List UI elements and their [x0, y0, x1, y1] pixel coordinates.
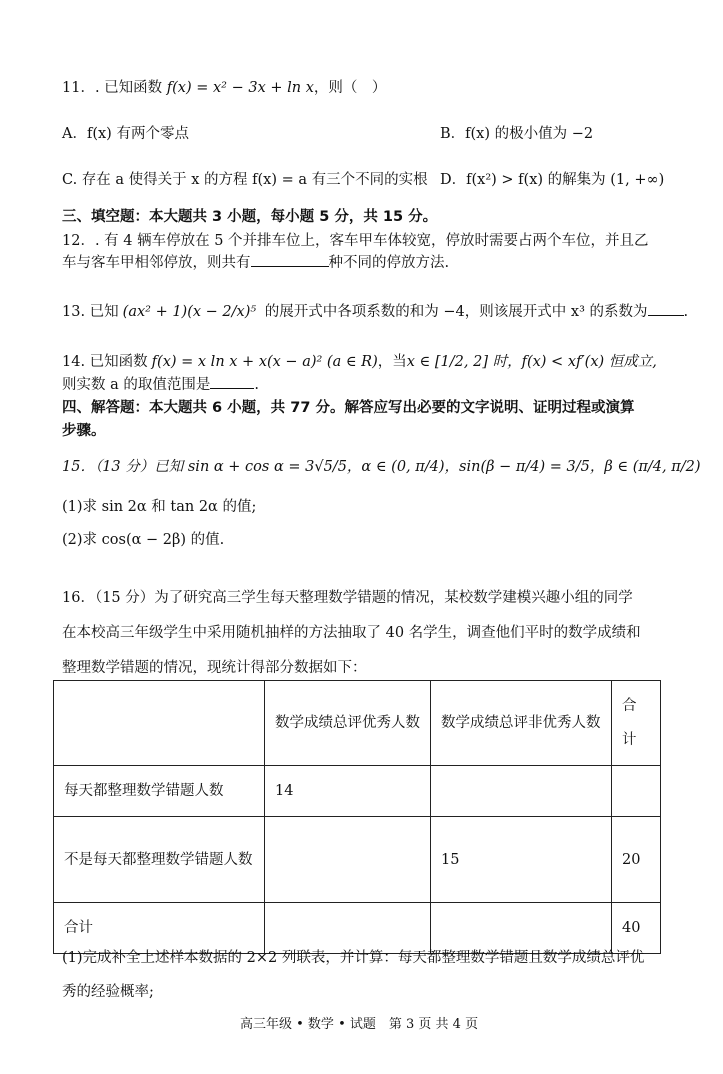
q12-line-2-before: 车与客车甲相邻停放，则共有 [62, 255, 251, 271]
q13-answer-blank [648, 301, 684, 316]
q11-function: f(x) = x² − 3x + ln x [166, 80, 314, 96]
q13 [62, 300, 688, 321]
section-3-heading: 三、填空题：本大题共 3 小题，每小题 5 分，共 15 分。 [62, 209, 438, 225]
q14-answer-blank [210, 374, 254, 389]
q14-interval: x ∈ [1/2, 2] [406, 354, 488, 370]
q11-stem-suffix: ，则（ ） [313, 80, 387, 96]
q11-option-a: A．f(x) 有两个零点 [62, 126, 189, 142]
q14-function: f(x) = x ln x + x(x − a)² (a ∈ R) [151, 354, 378, 370]
table-header-cell: 合计 [612, 681, 661, 766]
q14-line-2-before: 则实数 a 的取值范围是 [62, 377, 211, 393]
q16-part-1-line-1: (1)完成补全上述样本数据的 2×2 列联表，并计算：每天都整理数学错题且数学成绩总评优 [62, 950, 645, 966]
page-footer: 高三年级 • 数学 • 试题 第 3 页 共 4 页 [240, 1017, 479, 1032]
q12-line-2-after: 种不同的停放方法. [328, 255, 450, 271]
table-cell [612, 766, 661, 817]
q14-line-2 [62, 373, 259, 394]
table-cell [265, 817, 431, 903]
table-header-cell: 数学成绩总评非优秀人数 [431, 681, 612, 766]
q11-option-d: D．f(x²) > f(x) 的解集为 (1, +∞) [440, 172, 665, 188]
q15-part-2: (2)求 cos(α − 2β) 的值. [62, 532, 225, 548]
q16-line-3: 整理数学错题的情况，现统计得部分数据如下： [62, 660, 367, 676]
table-cell: 不是每天都整理数学错题人数 [54, 817, 265, 903]
q14-line-2-after: . [254, 377, 259, 393]
table-cell [431, 766, 612, 817]
q13-end: . [683, 304, 689, 320]
table-row [54, 766, 661, 817]
table-cell: 每天都整理数学错题人数 [54, 766, 265, 817]
q14-condition: 时，f(x) < xf′(x) 恒成立, [487, 354, 657, 370]
q16-part-1-line-2: 秀的经验概率; [62, 984, 154, 1000]
q15-part-1: (1)求 sin 2α 和 tan 2α 的值; [62, 499, 257, 515]
table-cell: 合计 [54, 903, 265, 954]
q13-expression: (ax² + 1)(x − 2/x)⁵ [122, 304, 257, 320]
table-row [54, 817, 661, 903]
q14-line-1 [62, 350, 657, 371]
q14-prefix: 14. 已知函数 [62, 354, 148, 370]
contingency-table [53, 680, 661, 954]
table-cell: 20 [612, 817, 661, 903]
q12-line-1: 12．. 有 4 辆车停放在 5 个并排车位上，客车甲车体较宽，停放时需要占两个车位，并且乙 [62, 233, 649, 249]
table-cell: 15 [431, 817, 612, 903]
q16-line-2: 在本校高三年级学生中采用随机抽样的方法抽取了 40 名学生，调查他们平时的数学成绩和 [62, 625, 641, 641]
q14-when: ，当 [377, 354, 407, 370]
q11-option-c: C. 存在 a 使得关于 x 的方程 f(x) = a 有三个不同的实根 [62, 172, 428, 188]
section-4-heading-line-1: 四、解答题：本大题共 6 小题，共 77 分。解答应写出必要的文字说明、证明过程或演算 [62, 400, 635, 416]
table-header-cell [54, 681, 265, 766]
q12-answer-blank [251, 252, 329, 267]
q11-stem [62, 76, 386, 97]
table-cell: 14 [265, 766, 431, 817]
q11-option-b: B．f(x) 的极小值为 −2 [440, 126, 594, 142]
section-4-heading-line-2: 步骤。 [62, 423, 106, 439]
table-header-cell: 数学成绩总评优秀人数 [265, 681, 431, 766]
q16-line-1: 16．（15 分）为了研究高三学生每天整理数学错题的情况，某校数学建模兴趣小组的同学 [62, 590, 633, 606]
q13-middle: 的展开式中各项系数的和为 −4，则该展开式中 x³ 的系数为 [260, 304, 648, 320]
table-header-row [54, 681, 661, 766]
table-cell: 40 [612, 903, 661, 954]
q13-prefix: 13. 已知 [62, 304, 119, 320]
q11-stem-prefix: 11．. 已知函数 [62, 80, 167, 96]
q15-stem: 15．（13 分）已知 sin α + cos α = 3√5/5，α ∈ (0, π/4)，sin(β − π/4) = 3/5，β ∈ (π/4, π/2) [62, 459, 701, 475]
q12-line-2 [62, 251, 449, 272]
